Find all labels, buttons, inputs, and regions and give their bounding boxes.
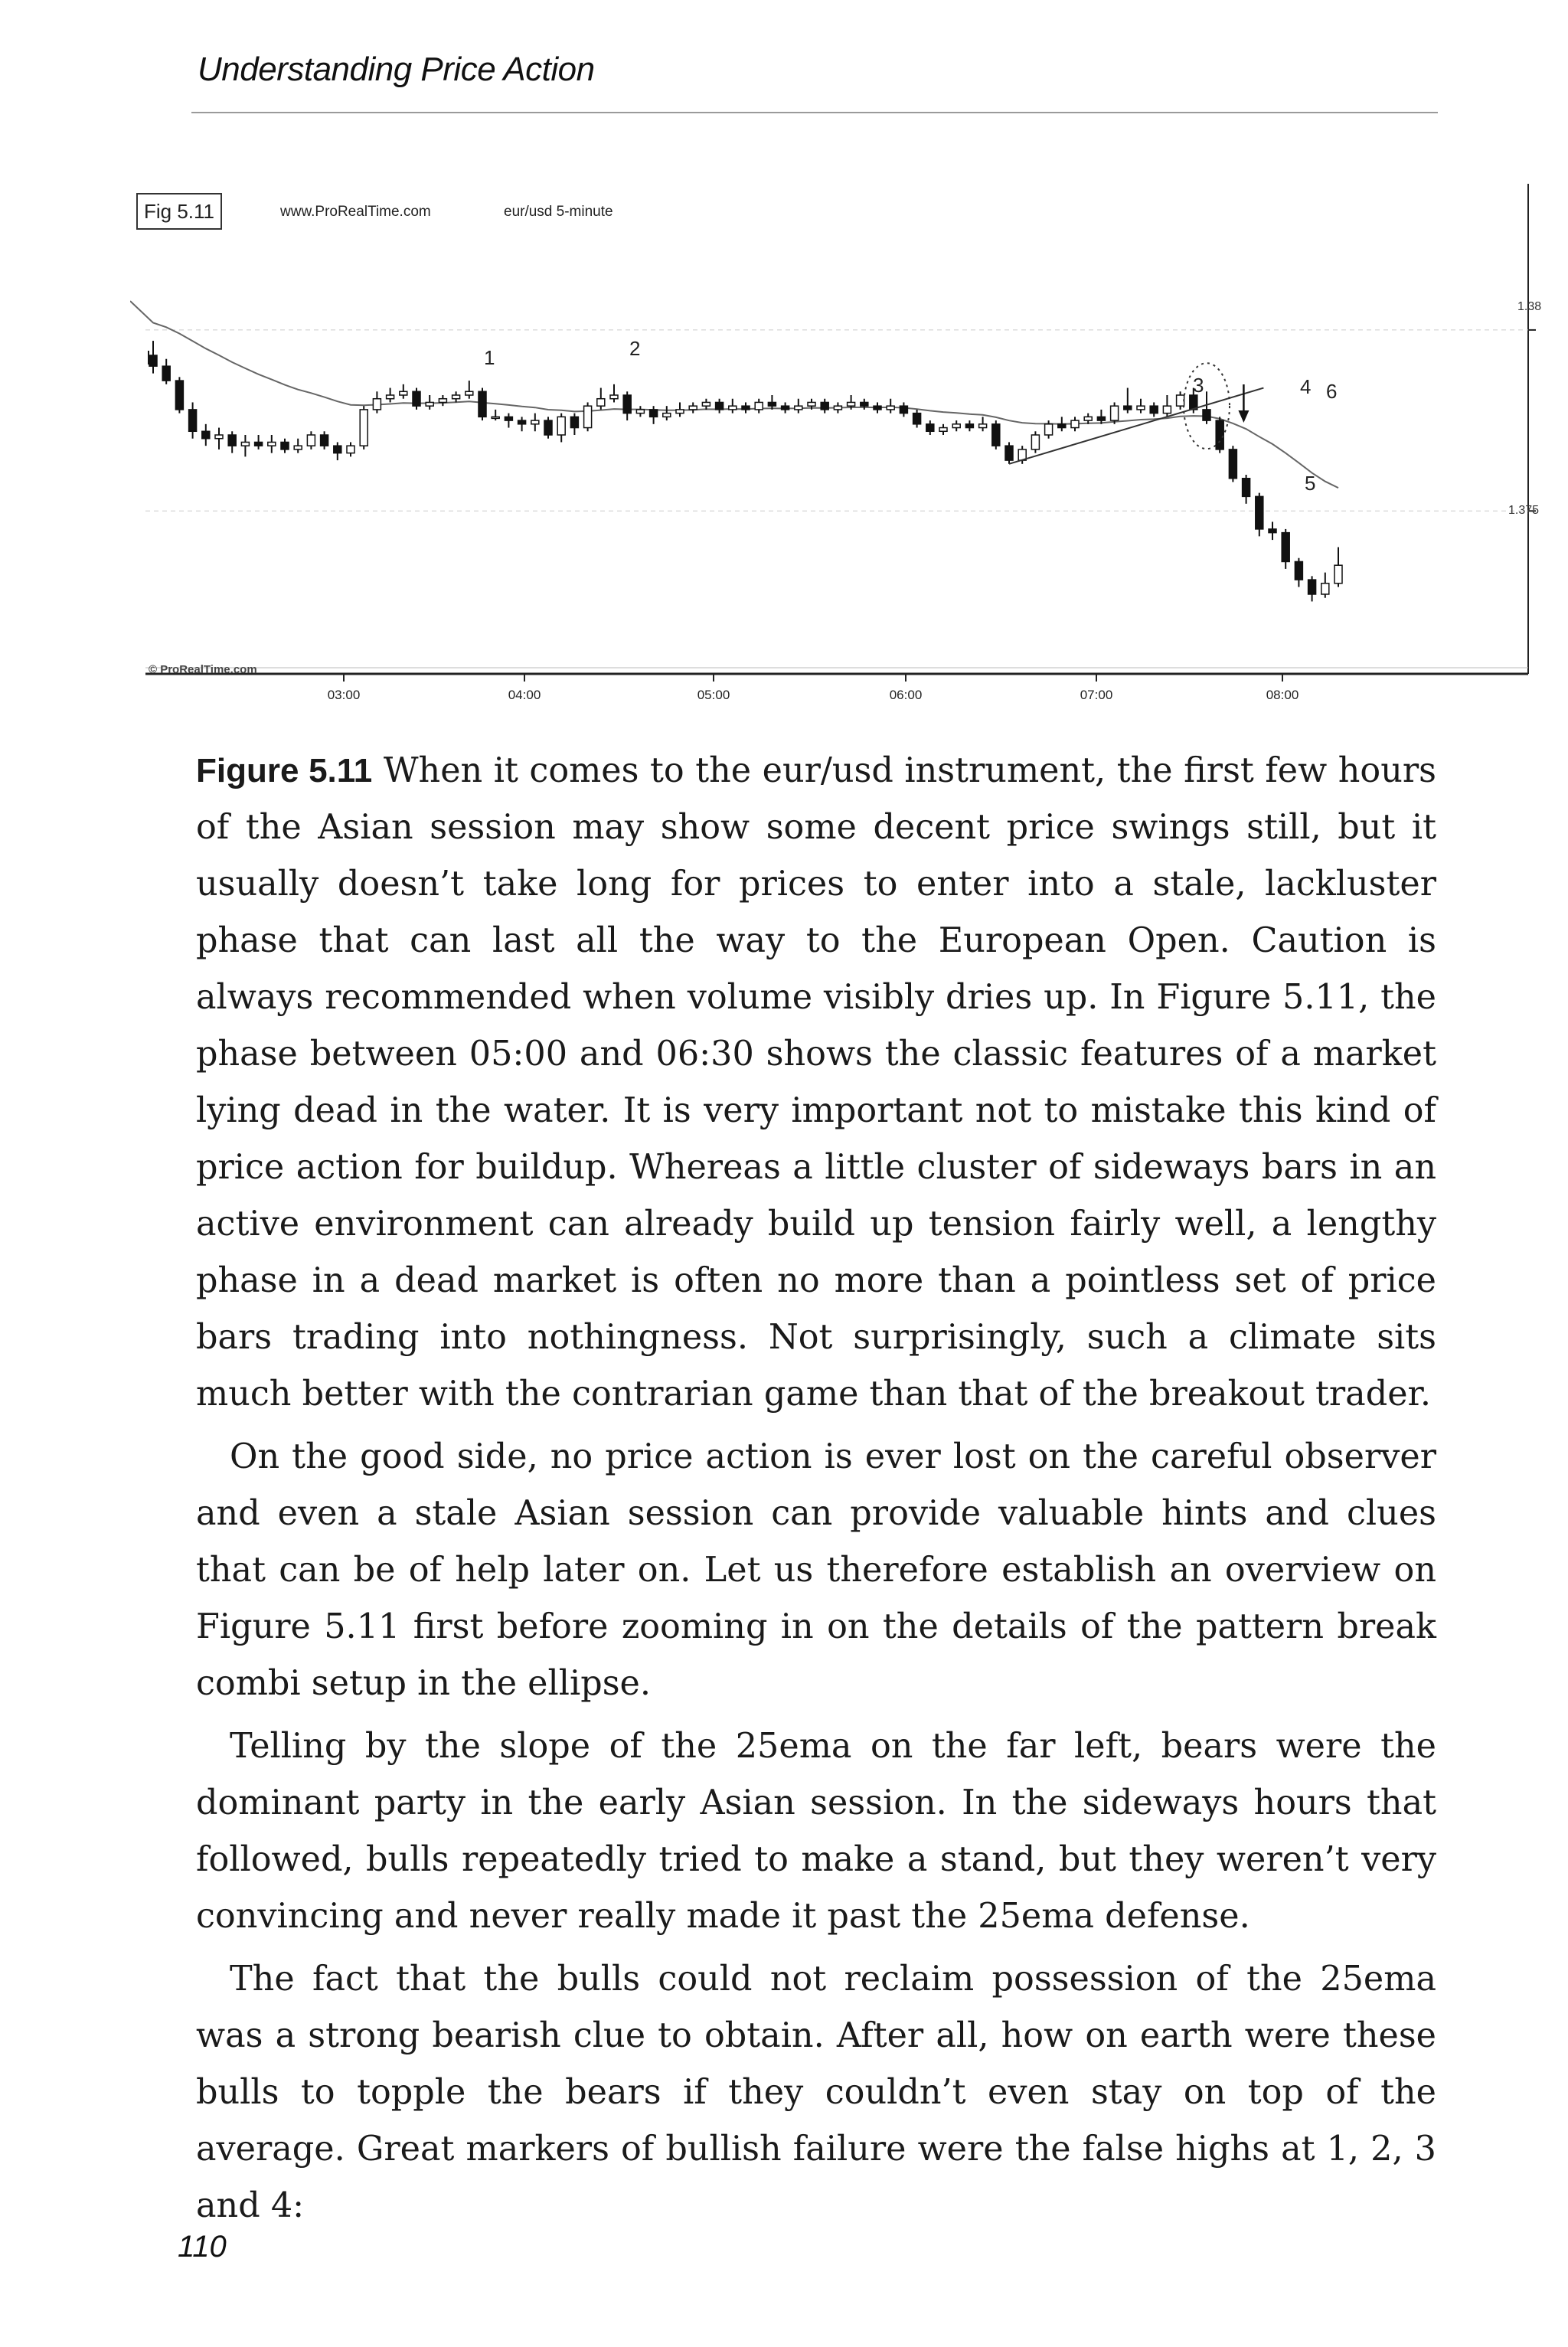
candle bbox=[636, 406, 644, 417]
candle bbox=[676, 402, 684, 417]
candle bbox=[215, 428, 223, 449]
candle bbox=[1282, 529, 1289, 569]
candle-body-bull bbox=[1177, 395, 1184, 406]
candle-body-bear bbox=[544, 420, 552, 435]
figure-5-11 bbox=[130, 176, 1554, 712]
candle-body-bear bbox=[1269, 529, 1276, 533]
candle bbox=[1124, 388, 1132, 414]
candle bbox=[1150, 402, 1158, 417]
candle bbox=[729, 399, 737, 414]
candle bbox=[887, 399, 894, 414]
candle-body-bear bbox=[768, 402, 776, 406]
candle-body-bull bbox=[848, 402, 855, 406]
candle bbox=[241, 435, 249, 456]
candle bbox=[702, 399, 710, 410]
candle-body-bull bbox=[1334, 565, 1342, 583]
candle bbox=[518, 417, 526, 431]
candle bbox=[387, 388, 394, 403]
candle-body-bear bbox=[874, 406, 881, 410]
time-label-0500: 05:00 bbox=[697, 688, 730, 702]
candle bbox=[505, 414, 512, 428]
candle bbox=[439, 395, 446, 406]
candle-body-bull bbox=[531, 420, 539, 424]
candle bbox=[1334, 548, 1342, 587]
arrow-head bbox=[1238, 410, 1249, 423]
candle bbox=[321, 431, 328, 449]
candle-body-bear bbox=[900, 406, 907, 413]
candle-body-bull bbox=[729, 406, 737, 410]
candle bbox=[202, 424, 210, 446]
candle bbox=[373, 391, 381, 413]
candle-body-bear bbox=[1229, 449, 1236, 479]
candle bbox=[1269, 521, 1276, 540]
time-label-0700: 07:00 bbox=[1080, 688, 1113, 702]
candle-body-bear bbox=[518, 420, 526, 424]
time-label-0300: 03:00 bbox=[327, 688, 361, 702]
candle-body-bull bbox=[492, 417, 499, 418]
candle bbox=[623, 391, 631, 420]
candle-body-bear bbox=[175, 381, 183, 410]
paragraph-3: Telling by the slope of the 25ema on the far left, bears were the dominant party in the early Asian session. In the sideways hours that followed, bulls repeatedly tried to make a stand, but they weren’t very convincing and never really made it past the 25ema defense. bbox=[196, 1727, 1436, 1936]
marker-1: 1 bbox=[484, 346, 495, 369]
candle-body-bear bbox=[1256, 496, 1263, 529]
candle bbox=[347, 442, 354, 456]
candle bbox=[1229, 446, 1236, 482]
candle-body-bear bbox=[965, 424, 973, 428]
candle bbox=[1203, 391, 1210, 424]
marker-5: 5 bbox=[1305, 472, 1316, 495]
candle-body-bull bbox=[1045, 424, 1053, 435]
candle bbox=[663, 406, 671, 420]
candle-body-bear bbox=[1005, 446, 1013, 460]
candle bbox=[1137, 399, 1145, 414]
candle-body-bull bbox=[452, 395, 460, 399]
candle bbox=[413, 388, 420, 410]
candle-body-bear bbox=[479, 391, 486, 417]
candle-body-bear bbox=[992, 424, 1000, 446]
candle bbox=[965, 420, 973, 431]
candle-body-bear bbox=[202, 431, 210, 438]
candle-body-bear bbox=[782, 406, 789, 410]
candle-body-bull bbox=[373, 399, 381, 410]
candle bbox=[360, 406, 368, 449]
candle-body-bear bbox=[334, 446, 341, 453]
candle bbox=[1058, 417, 1066, 431]
candle-body-bull bbox=[676, 410, 684, 414]
candle-body-bear bbox=[149, 355, 157, 366]
figure-site: www.ProRealTime.com bbox=[280, 204, 431, 220]
candle-body-bear bbox=[1308, 580, 1316, 594]
candle-body-bull bbox=[268, 442, 276, 446]
candle bbox=[597, 388, 605, 410]
candle bbox=[189, 402, 197, 438]
candle-body-bull bbox=[294, 446, 302, 449]
candle-body-bull bbox=[887, 406, 894, 410]
candle bbox=[294, 439, 302, 453]
candle-body-bear bbox=[189, 410, 197, 431]
candle-body-bull bbox=[1163, 406, 1171, 413]
candle bbox=[557, 414, 565, 443]
candle bbox=[307, 431, 315, 449]
candle bbox=[926, 420, 934, 435]
candle bbox=[584, 402, 592, 431]
candle-body-bull bbox=[1084, 417, 1092, 420]
candle bbox=[952, 420, 960, 431]
candle-body-bear bbox=[1295, 561, 1302, 580]
candle-body-bear bbox=[1124, 406, 1132, 410]
candle bbox=[162, 359, 170, 384]
candle bbox=[570, 414, 578, 435]
candle bbox=[531, 414, 539, 432]
candle-body-bear bbox=[162, 366, 170, 381]
candle bbox=[834, 402, 841, 413]
figure-caption-ref: Figure 5.11 bbox=[196, 752, 373, 789]
candle-body-bear bbox=[228, 435, 236, 446]
candle-body-bull bbox=[795, 406, 802, 410]
candle-body-bull bbox=[426, 402, 433, 406]
candle-body-bear bbox=[716, 402, 724, 409]
candle bbox=[1295, 558, 1302, 587]
candle-body-bear bbox=[505, 417, 512, 420]
candle bbox=[1097, 410, 1105, 424]
candle bbox=[268, 435, 276, 453]
price-label-1-38: 1.38 bbox=[1517, 300, 1542, 313]
candle-body-bull bbox=[241, 442, 249, 446]
ema-25-line bbox=[130, 301, 1338, 488]
candle bbox=[1243, 475, 1250, 504]
candle bbox=[1111, 402, 1119, 423]
candle bbox=[979, 417, 987, 431]
candle bbox=[334, 442, 341, 460]
candle-body-bear bbox=[623, 395, 631, 414]
candle-body-bull bbox=[400, 391, 407, 395]
marker-4: 4 bbox=[1300, 375, 1312, 398]
candle-body-bear bbox=[1282, 533, 1289, 562]
marker-3: 3 bbox=[1193, 374, 1204, 397]
candlestick-chart bbox=[130, 176, 1554, 712]
time-label-0600: 06:00 bbox=[889, 688, 923, 702]
candle bbox=[821, 399, 828, 414]
candle bbox=[1071, 417, 1079, 431]
candle-body-bull bbox=[952, 424, 960, 428]
candle bbox=[782, 402, 789, 413]
candle bbox=[1163, 395, 1171, 417]
candle-body-bull bbox=[597, 399, 605, 406]
candle-body-bull bbox=[1071, 420, 1079, 427]
running-head: Understanding Price Action bbox=[198, 51, 595, 88]
candle-body-bull bbox=[1137, 406, 1145, 410]
candle-body-bull bbox=[466, 391, 473, 395]
candle bbox=[1005, 442, 1013, 463]
candle bbox=[650, 406, 658, 424]
candle bbox=[492, 410, 499, 420]
candle bbox=[426, 395, 433, 410]
time-label-0800: 08:00 bbox=[1266, 688, 1299, 702]
candle bbox=[900, 402, 907, 417]
candle-body-bull bbox=[584, 406, 592, 427]
candle-body-bull bbox=[307, 435, 315, 446]
candle-body-bull bbox=[360, 410, 368, 446]
candle bbox=[913, 410, 921, 428]
candle bbox=[742, 402, 750, 413]
candle-body-bull bbox=[702, 402, 710, 406]
candle-body-bear bbox=[1150, 406, 1158, 413]
time-label-0400: 04:00 bbox=[508, 688, 541, 702]
candle bbox=[874, 402, 881, 413]
candle-body-bull bbox=[1111, 406, 1119, 420]
candle bbox=[1256, 493, 1263, 537]
candle bbox=[689, 402, 697, 413]
candle-body-bear bbox=[281, 442, 289, 449]
candle-body-bear bbox=[255, 442, 263, 446]
candle-body-bear bbox=[1216, 420, 1223, 449]
candle bbox=[544, 417, 552, 438]
candle-body-bull bbox=[557, 417, 565, 435]
candle bbox=[255, 435, 263, 449]
candle-body-bear bbox=[1058, 424, 1066, 428]
candle bbox=[768, 395, 776, 410]
candle bbox=[175, 377, 183, 413]
paragraph-1 bbox=[196, 743, 1436, 1423]
candle-body-bear bbox=[413, 391, 420, 406]
candle bbox=[400, 384, 407, 399]
candle-body-bull bbox=[636, 410, 644, 414]
candle-body-bull bbox=[979, 424, 987, 428]
candle-body-bull bbox=[808, 402, 815, 406]
paragraph-4: The fact that the bulls could not reclaim possession of the 25ema was a strong bearish clue to obtain. After all, how on earth were these bulls to topple the bears if they couldn’t even stay on top of the average. Great markers of bullish failure were the false highs at 1, 2, 3 and 4: bbox=[196, 1960, 1436, 2225]
candle bbox=[228, 431, 236, 453]
candle bbox=[479, 388, 486, 421]
paragraph-1-text: When it comes to the eur/usd instrument, the first few hours of the Asian session may show some decent price swings still, but it usually doesn’t take long for prices to enter into a stale, lackluster phase that can last all the way to the European Open. Caution is always recommended when volume visibly dries up. In Figure 5.11, the phase between 05:00 and 06:30 shows the classic features of a market lying dead in the water. It is very important not to mistake this kind of price action for buildup. Whereas a little cluster of sideways bars in an active environment can already build up tension fairly well, a lengthy phase in a dead market is often no more than a pointless set of price bars trading into nothingness. Not surprisingly, such a climate sits much better with the contrarian game than that of the breakout trader. bbox=[196, 751, 1436, 1414]
marker-2: 2 bbox=[629, 337, 641, 360]
candle-body-bull bbox=[387, 395, 394, 399]
figure-instrument: eur/usd 5-minute bbox=[504, 204, 613, 220]
candle-body-bear bbox=[1243, 479, 1250, 497]
candle-body-bull bbox=[610, 395, 618, 399]
candle bbox=[1308, 576, 1316, 601]
paragraph-2: On the good side, no price action is ever lost on the careful observer and even a stale Asian session can provide valuable hints and clues that can be of help later on. Let us therefore establish an overview on Figure 5.11 first before zooming in on the details of the pattern break combi setup in the ellipse. bbox=[196, 1437, 1436, 1703]
candle bbox=[716, 399, 724, 414]
header-rule bbox=[191, 112, 1438, 113]
candle bbox=[452, 391, 460, 402]
candle-body-bull bbox=[347, 446, 354, 453]
candle-body-bull bbox=[1031, 435, 1039, 449]
candle-body-bear bbox=[861, 402, 868, 406]
candle bbox=[466, 381, 473, 399]
figure-watermark: © ProRealTime.com bbox=[149, 663, 257, 676]
candle-body-bear bbox=[926, 424, 934, 431]
candle-body-bear bbox=[742, 406, 750, 410]
candle bbox=[992, 420, 1000, 449]
candle bbox=[795, 399, 802, 414]
candle-body-bull bbox=[689, 406, 697, 410]
candle bbox=[1031, 431, 1039, 453]
candle-body-bear bbox=[1097, 417, 1105, 420]
candle-body-bull bbox=[1321, 583, 1329, 594]
candle-body-bear bbox=[650, 410, 658, 417]
candle bbox=[610, 384, 618, 403]
candle-body-bull bbox=[939, 428, 947, 432]
candle-body-bull bbox=[215, 435, 223, 439]
candle-body-bull bbox=[663, 414, 671, 417]
body-text bbox=[196, 743, 1436, 2241]
candle-body-bull bbox=[834, 406, 841, 410]
candle bbox=[755, 399, 763, 414]
candle-body-bull bbox=[439, 399, 446, 403]
price-label-1-375: 1.375 bbox=[1508, 504, 1540, 517]
candle bbox=[1321, 573, 1329, 598]
candle bbox=[939, 424, 947, 435]
candle bbox=[1216, 417, 1223, 453]
candle-body-bear bbox=[570, 417, 578, 427]
candle-body-bull bbox=[755, 402, 763, 409]
candle-body-bear bbox=[1203, 410, 1210, 420]
candle-body-bear bbox=[321, 435, 328, 446]
candle-body-bear bbox=[913, 414, 921, 424]
page-number: 110 bbox=[178, 2230, 227, 2264]
candle bbox=[149, 341, 157, 374]
marker-6: 6 bbox=[1326, 380, 1338, 403]
figure-label: Fig 5.11 bbox=[136, 193, 222, 230]
candle-body-bear bbox=[821, 402, 828, 409]
candle bbox=[281, 439, 289, 453]
